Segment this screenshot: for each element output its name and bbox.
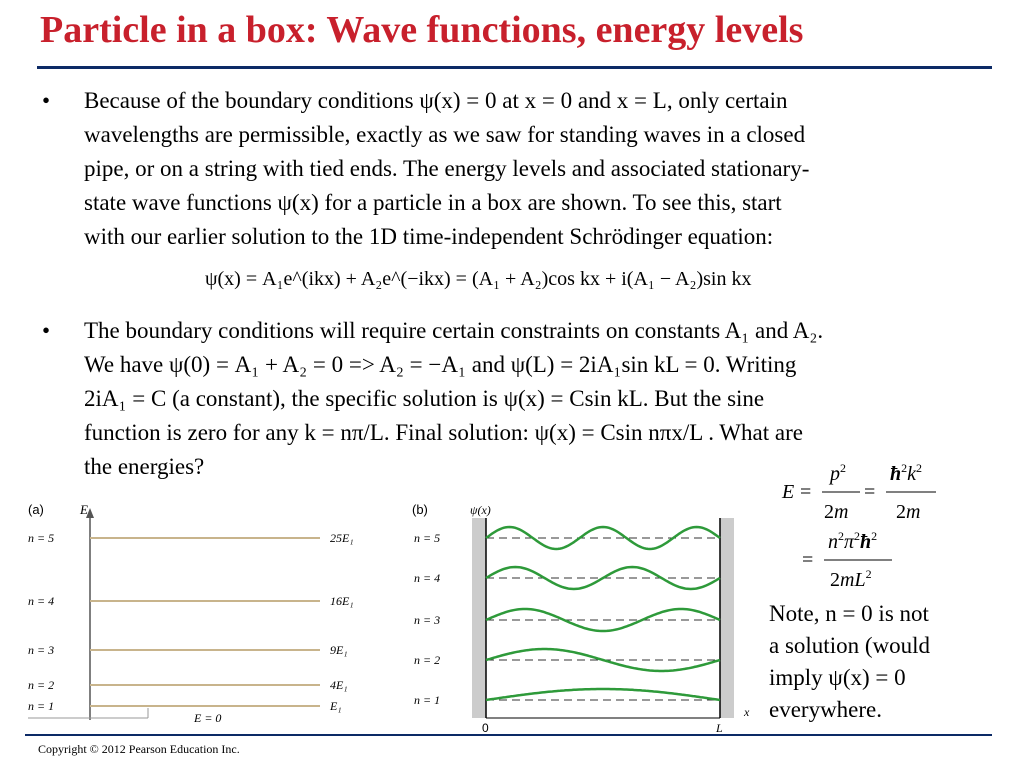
- energy-level-n-label: n = 3: [28, 643, 55, 657]
- note-line: a solution (would: [769, 633, 930, 658]
- momentum-numerator: $p^2$: [830, 461, 846, 485]
- left-wall: [472, 518, 486, 718]
- bullet-line: We have ψ(0) = A₁ + A₂ = 0 => A₂ = −A₁ and ψ(L) = 2iA₁sin kL = 0. Writing: [84, 352, 797, 377]
- n-pi-hbar-numerator: $n^2\pi^2ħ^2$: [828, 529, 878, 553]
- equals-sign: =: [800, 481, 812, 503]
- right-wall: [720, 518, 734, 718]
- energy-axis-label: E: [80, 502, 88, 517]
- bullet-line: function is zero for any k = nπ/L. Final solution: ψ(x) = Csin nπx/L . What are: [84, 420, 803, 445]
- wave-function-curve: [486, 689, 720, 700]
- wave-n-label: n = 5: [414, 531, 441, 545]
- x-tick-zero: 0: [482, 721, 489, 734]
- mass-denominator: 2m: [824, 501, 849, 523]
- bullet-line: with our earlier solution to the 1D time-independent Schrödinger equation:: [84, 224, 774, 249]
- equals-sign: =: [802, 549, 814, 571]
- energy-formula: [778, 456, 978, 596]
- energy-level-n-label: n = 1: [28, 699, 55, 713]
- schrodinger-solution-equation: ψ(x) = A₁e^(ikx) + A₂e^(−ikx) = (A₁ + A₂)cos kx + i(A₁ − A₂)sin kx: [205, 268, 752, 290]
- bullet-text: [84, 84, 974, 254]
- x-tick-L: L: [716, 721, 723, 734]
- note-line: Note, n = 0 is not: [769, 601, 929, 626]
- title-divider: [37, 66, 992, 69]
- equals-sign: =: [864, 481, 876, 503]
- bullet-line: the energies?: [84, 454, 205, 479]
- wave-n-label: n = 3: [414, 613, 441, 627]
- hbar-k-numerator: $ħ^2k^2$: [890, 461, 923, 485]
- bullet-marker: •: [42, 88, 51, 113]
- note-text: [769, 598, 930, 726]
- note-line: everywhere.: [769, 697, 883, 722]
- energy-level-value-label: 9E₁: [330, 643, 348, 657]
- bullet-line: state wave functions ψ(x) for a particle in a box are shown. To see this, start: [84, 190, 782, 215]
- energy-level-value-label: 25E₁: [330, 531, 354, 545]
- energy-level-n-label: n = 2: [28, 678, 55, 692]
- energy-level-value-label: E₁: [330, 699, 342, 713]
- zero-energy-label: E = 0: [194, 711, 222, 725]
- bullet-line: Because of the boundary conditions ψ(x) = 0 at x = 0 and x = L, only certain: [84, 88, 788, 113]
- slide-title: Particle in a box: Wave functions, energy levels: [40, 9, 804, 51]
- bullet-line: wavelengths are permissible, exactly as we saw for standing waves in a closed: [84, 122, 806, 147]
- footer-divider: [25, 734, 992, 736]
- energy-level-value-label: 4E₁: [330, 678, 348, 692]
- bullet-marker: •: [42, 318, 51, 343]
- energy-symbol: E: [782, 481, 795, 503]
- energy-level-value-label: 16E₁: [330, 594, 354, 608]
- panel-label-b: (b): [412, 502, 428, 517]
- wave-n-label: n = 4: [414, 571, 441, 585]
- bullet-boundary-conditions: [42, 84, 982, 254]
- wave-n-label: n = 1: [414, 693, 441, 707]
- mass-length-denominator: $2mL^2$: [830, 567, 872, 591]
- energy-level-n-label: n = 5: [28, 531, 55, 545]
- bullet-line: The boundary conditions will require certain constraints on constants A₁ and A₂.: [84, 318, 824, 343]
- wave-function-diagram: [408, 496, 758, 734]
- wave-n-label: n = 2: [414, 653, 441, 667]
- bullet-line: pipe, or on a string with tied ends. The energy levels and associated stationary-: [84, 156, 810, 181]
- bullet-line: 2iA₁ = C (a constant), the specific solution is ψ(x) = Csin kL. But the sine: [84, 386, 765, 411]
- mass-denominator: 2m: [896, 501, 921, 523]
- x-axis-label: x: [744, 705, 750, 719]
- panel-label-a: (a): [28, 502, 44, 517]
- energy-level-n-label: n = 4: [28, 594, 55, 608]
- note-line: imply ψ(x) = 0: [769, 665, 906, 690]
- copyright-text: Copyright © 2012 Pearson Education Inc.: [38, 742, 240, 756]
- energy-level-diagram: [22, 496, 382, 734]
- psi-axis-label: ψ(x): [470, 503, 491, 517]
